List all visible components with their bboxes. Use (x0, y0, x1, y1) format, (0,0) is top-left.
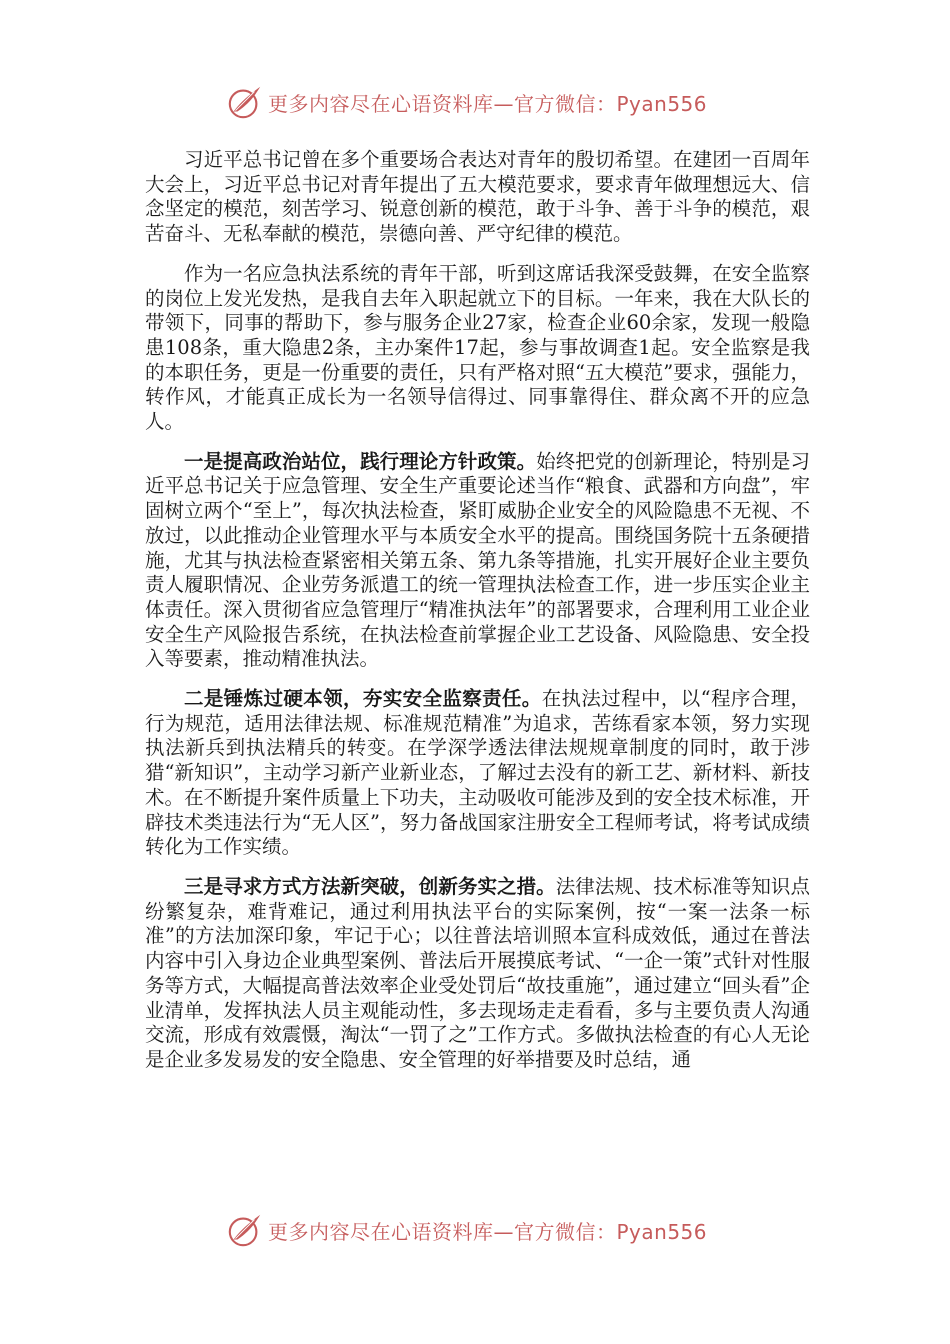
footer-banner (226, 1210, 707, 1250)
paragraph-lead: 二是锤炼过硬本领，夯实安全监察责任。 (184, 687, 542, 711)
paragraph-1 (145, 148, 810, 247)
document-body (145, 148, 810, 1088)
banner-text: 更多内容尽在心语资料库—官方微信：Pyan556 (268, 1219, 708, 1244)
banner-text: 更多内容尽在心语资料库—官方微信：Pyan556 (268, 91, 708, 116)
paragraph-text: 习近平总书记曾在多个重要场合表达对青年的殷切希望。在建团一百周年大会上，习近平总书记对青年提出了五大模范要求，要求青年做理想远大、信念坚定的模范，刻苦学习、锐意创新的模范，敢于斗争、善于斗争的模范，艰苦奋斗、无私奉献的模范，崇德向善、严守纪律的模范。 (145, 148, 810, 246)
paragraph-text: 在执法过程中，以“程序合理，行为规范，适用法律法规、标准规范精准”为追求，苦练看家本领，努力实现执法新兵到执法精兵的转变。在学深学透法律法规规章制度的同时，敢于涉猎“新知识”，主动学习新产业新业态，了解过去没有的新工艺、新材料、新技术。在不断提升案件质量上下功夫，主动吸收可能涉及到的安全技术标准，开辟技术类违法行为“无人区”，努力备战国家注册安全工程师考试，将考试成绩转化为工作实绩。 (145, 687, 810, 859)
paragraph-text: 始终把党的创新理论，特别是习近平总书记关于应急管理、安全生产重要论述当作“粮食、武器和方向盘”，牢固树立两个“至上”，每次执法检查，紧盯威胁企业安全的风险隐患不无视、不放过，以此推动企业管理水平与本质安全水平的提高。围绕国务院十五条硬措施，尤其与执法检查紧密相关第五条、第九条等措施，扎实开展好企业主要负责人履职情况、企业劳务派遣工的统一管理执法检查工作，进一步压实企业主体责任。深入贯彻省应急管理厅“精准执法年”的部署要求，合理利用工业企业安全生产风险报告系统，在执法检查前掌握企业工艺设备、风险隐患、安全投入等要素，推动精准执法。 (145, 449, 810, 671)
quill-pen-icon (226, 83, 264, 121)
paragraph-lead: 三是寻求方式方法新突破，创新务实之措。 (184, 874, 556, 898)
paragraph-3 (145, 450, 810, 672)
paragraph-2 (145, 262, 810, 435)
paragraph-lead: 一是提高政治站位，践行理论方针政策。 (184, 449, 537, 473)
paragraph-text: 法律法规、技术标准等知识点纷繁复杂，难背难记，通过利用执法平台的实际案例，按“一案一法条一标准”的方法加深印象，牢记于心；以往普法培训照本宣科成效低，通过在普法内容中引入身边企业典型案例、普法后开展摸底考试、“一企一策”式针对性服务等方式，大幅提高普法效率企业受处罚后“故技重施”，通过建立“回头看”企业清单，发挥执法人员主观能动性，多去现场走走看看，多与主要负责人沟通交流，形成有效震慑，淘汰“一罚了之”工作方式。多做执法检查的有心人无论是企业多发易发的安全隐患、安全管理的好举措要及时总结，通 (145, 874, 810, 1071)
quill-pen-icon (226, 1211, 264, 1249)
paragraph-5 (145, 875, 810, 1073)
paragraph-4 (145, 687, 810, 860)
paragraph-text: 作为一名应急执法系统的青年干部，听到这席话我深受鼓舞，在安全监察的岗位上发光发热，是我自去年入职起就立下的目标。一年来，我在大队长的带领下，同事的帮助下，参与服务企业27家，检查企业60余家，发现一般隐患108条，重大隐患2条，主办案件17起，参与事故调查1起。安全监察是我的本职任务，更是一份重要的责任，只有严格对照“五大模范”要求，强能力，转作风，才能真正成长为一名领导信得过、同事靠得住、群众离不开的应急人。 (145, 261, 810, 434)
header-banner (226, 82, 707, 122)
